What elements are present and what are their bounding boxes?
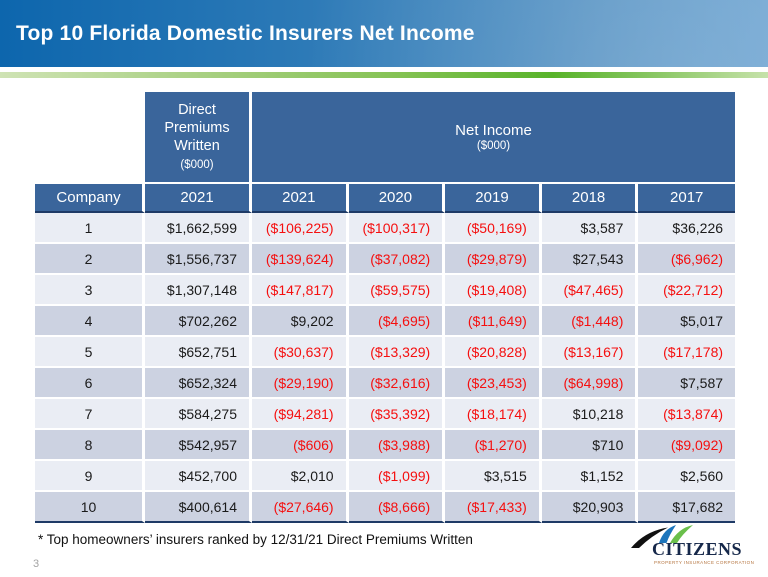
net-income-2017-cell: ($6,962) — [638, 244, 735, 275]
table-row — [35, 368, 735, 399]
net-income-2017-cell: $36,226 — [638, 213, 735, 244]
net-income-2020-cell: ($100,317) — [349, 213, 446, 244]
net-income-2020-cell: ($35,392) — [349, 399, 446, 430]
insurers-table — [35, 92, 735, 523]
net-income-2019-cell: ($18,174) — [445, 399, 542, 430]
net-income-2018-cell: ($47,465) — [542, 275, 639, 306]
net-income-2019-cell: ($11,649) — [445, 306, 542, 337]
company-rank-cell: 6 — [35, 368, 145, 399]
net-income-2018-cell: $27,543 — [542, 244, 639, 275]
table-row — [35, 213, 735, 244]
company-rank-cell: 5 — [35, 337, 145, 368]
net-income-2020-cell: ($32,616) — [349, 368, 446, 399]
net-income-2019-cell: ($29,879) — [445, 244, 542, 275]
page-title: Top 10 Florida Domestic Insurers Net Income — [16, 21, 475, 45]
company-rank-cell: 7 — [35, 399, 145, 430]
table-row — [35, 399, 735, 430]
company-rank-cell: 10 — [35, 492, 145, 523]
company-rank-cell: 1 — [35, 213, 145, 244]
citizens-logo-name: CITIZENS — [652, 539, 743, 559]
dpw-value-cell: $1,662,599 — [145, 213, 252, 244]
dpw-value-cell: $1,307,148 — [145, 275, 252, 306]
group-header-row — [35, 92, 735, 182]
dpw-value-cell: $584,275 — [145, 399, 252, 430]
dpw-value-cell: $652,324 — [145, 368, 252, 399]
net-income-2020-cell: ($8,666) — [349, 492, 446, 523]
column-header-2018: 2018 — [542, 182, 639, 213]
net-income-2021-cell: $9,202 — [252, 306, 349, 337]
company-rank-cell: 4 — [35, 306, 145, 337]
dpw-value-cell: $400,614 — [145, 492, 252, 523]
column-header-company: Company — [35, 182, 145, 213]
net-income-2020-cell: ($1,099) — [349, 461, 446, 492]
column-header-dpw-2021: 2021 — [145, 182, 252, 213]
net-income-2018-cell: $10,218 — [542, 399, 639, 430]
table-row — [35, 492, 735, 523]
net-income-2017-cell: ($22,712) — [638, 275, 735, 306]
net-income-2019-cell: ($19,408) — [445, 275, 542, 306]
dpw-value-cell: $702,262 — [145, 306, 252, 337]
dpw-line2: Premiums — [164, 119, 230, 136]
net-income-2021-cell: ($139,624) — [252, 244, 349, 275]
net-income-2021-cell: ($27,646) — [252, 492, 349, 523]
column-header-2017: 2017 — [638, 182, 735, 213]
table-row — [35, 306, 735, 337]
net-income-2019-cell: ($17,433) — [445, 492, 542, 523]
net-income-2021-cell: ($94,281) — [252, 399, 349, 430]
net-income-label: Net Income — [455, 122, 532, 139]
net-income-2019-cell: ($1,270) — [445, 430, 542, 461]
net-income-2021-cell: ($106,225) — [252, 213, 349, 244]
direct-premiums-written-header — [145, 92, 252, 182]
net-income-2018-cell: ($13,167) — [542, 337, 639, 368]
dpw-line1: Direct — [178, 101, 216, 118]
column-header-2020: 2020 — [349, 182, 446, 213]
page-number: 3 — [33, 558, 40, 570]
net-income-2021-cell: ($606) — [252, 430, 349, 461]
dpw-unit: ($000) — [180, 158, 214, 171]
column-header-2021: 2021 — [252, 182, 349, 213]
citizens-logo — [622, 525, 755, 572]
net-income-2020-cell: ($59,575) — [349, 275, 446, 306]
net-income-2017-cell: ($17,178) — [638, 337, 735, 368]
company-rank-cell: 3 — [35, 275, 145, 306]
table-row — [35, 430, 735, 461]
table-row — [35, 461, 735, 492]
column-header-2019: 2019 — [445, 182, 542, 213]
net-income-2021-cell: ($147,817) — [252, 275, 349, 306]
net-income-2018-cell: ($64,998) — [542, 368, 639, 399]
net-income-2020-cell: ($3,988) — [349, 430, 446, 461]
column-header-row — [35, 182, 735, 213]
corner-cell — [35, 92, 145, 182]
net-income-2020-cell: ($4,695) — [349, 306, 446, 337]
net-income-2017-cell: $5,017 — [638, 306, 735, 337]
net-income-2017-cell: $17,682 — [638, 492, 735, 523]
dpw-value-cell: $652,751 — [145, 337, 252, 368]
net-income-2019-cell: ($20,828) — [445, 337, 542, 368]
net-income-2020-cell: ($13,329) — [349, 337, 446, 368]
net-income-2019-cell: ($50,169) — [445, 213, 542, 244]
company-rank-cell: 9 — [35, 461, 145, 492]
table-row — [35, 275, 735, 306]
net-income-2019-cell: ($23,453) — [445, 368, 542, 399]
footnote: * Top homeowners’ insurers ranked by 12/31/21 Direct Premiums Written — [38, 532, 473, 547]
net-income-unit: ($000) — [476, 140, 511, 152]
net-income-2018-cell: $20,903 — [542, 492, 639, 523]
title-banner — [0, 0, 768, 67]
net-income-2021-cell: $2,010 — [252, 461, 349, 492]
net-income-2021-cell: ($29,190) — [252, 368, 349, 399]
net-income-2018-cell: $3,587 — [542, 213, 639, 244]
dpw-value-cell: $452,700 — [145, 461, 252, 492]
net-income-header — [252, 92, 735, 182]
net-income-2017-cell: $7,587 — [638, 368, 735, 399]
net-income-2020-cell: ($37,082) — [349, 244, 446, 275]
citizens-logo-tagline: PROPERTY INSURANCE CORPORATION — [654, 560, 755, 565]
dpw-value-cell: $1,556,737 — [145, 244, 252, 275]
net-income-2017-cell: ($9,092) — [638, 430, 735, 461]
green-accent-line — [0, 72, 768, 78]
company-rank-cell: 2 — [35, 244, 145, 275]
net-income-2021-cell: ($30,637) — [252, 337, 349, 368]
net-income-2019-cell: $3,515 — [445, 461, 542, 492]
net-income-2018-cell: $710 — [542, 430, 639, 461]
table-row — [35, 244, 735, 275]
net-income-2018-cell: $1,152 — [542, 461, 639, 492]
company-rank-cell: 8 — [35, 430, 145, 461]
dpw-value-cell: $542,957 — [145, 430, 252, 461]
insurers-table-container — [35, 92, 735, 523]
table-body — [35, 213, 735, 523]
table-row — [35, 337, 735, 368]
net-income-2017-cell: $2,560 — [638, 461, 735, 492]
net-income-2018-cell: ($1,448) — [542, 306, 639, 337]
dpw-line3: Written — [174, 137, 220, 154]
net-income-2017-cell: ($13,874) — [638, 399, 735, 430]
